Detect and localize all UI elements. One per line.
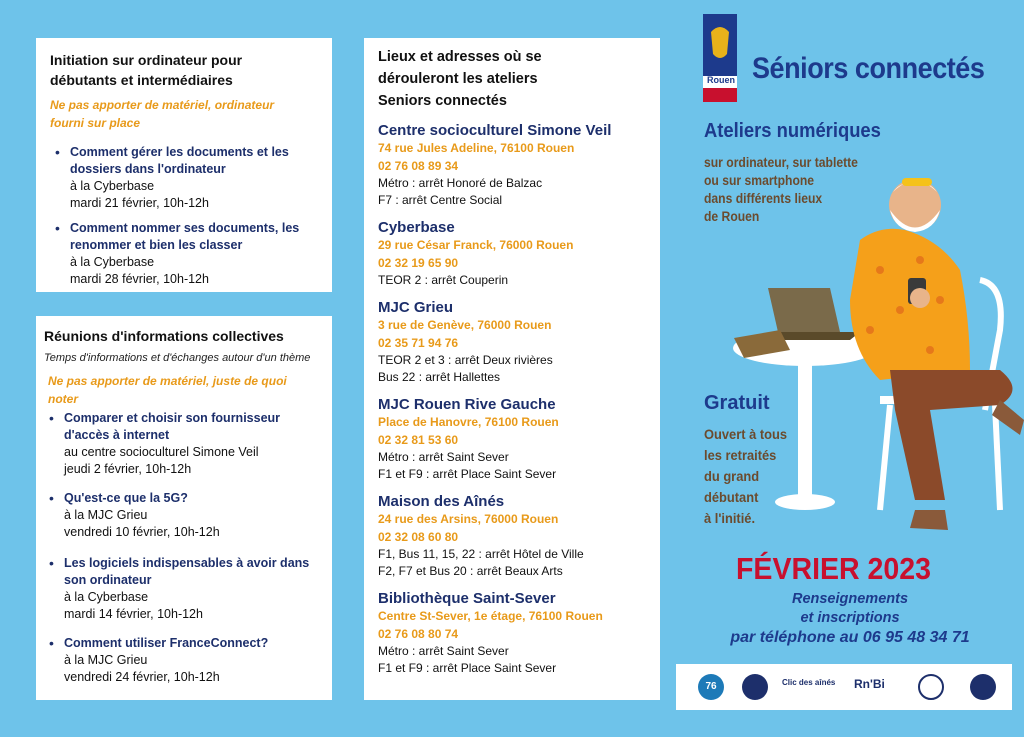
- item-title: • Qu'est-ce que la 5G?: [64, 491, 188, 505]
- title-line: Lieux et adresses où se: [378, 49, 542, 65]
- panel-note: [44, 372, 324, 408]
- gratuit-label: Gratuit: [704, 392, 770, 414]
- location-name: MJC Rouen Rive Gauche: [378, 396, 556, 413]
- item-title: • Comment gérer les documents et les: [70, 145, 289, 159]
- item-place: à la Cyberbase: [70, 255, 155, 269]
- partner-logo-icon: [970, 674, 996, 700]
- location-block: [378, 122, 646, 209]
- desc-line: de Rouen: [704, 209, 760, 224]
- ouvert-line: du grand: [704, 468, 760, 484]
- workshop-list: [50, 144, 318, 288]
- location-block: [378, 299, 646, 386]
- list-item: [50, 144, 318, 212]
- cover-date: FÉVRIER 2023: [736, 551, 931, 586]
- item-date: mardi 28 février, 10h-12h: [70, 272, 209, 286]
- location-transport: F1 et F9 : arrêt Place Saint Sever: [378, 661, 557, 675]
- info-text: [700, 590, 1000, 647]
- info-line: et inscriptions: [800, 610, 900, 626]
- item-date: jeudi 2 février, 10h-12h: [64, 462, 192, 476]
- desc-line: dans différents lieux: [704, 191, 823, 206]
- location-address: Place de Hanovre, 76100 Rouen: [378, 415, 559, 429]
- mjc-logo-icon: [918, 674, 944, 700]
- panel-title: [50, 50, 318, 90]
- title-line: Seniors connectés: [378, 93, 507, 109]
- location-phone: 02 32 08 60 80: [378, 530, 459, 544]
- location-phone: 02 76 08 89 34: [378, 159, 459, 173]
- location-block: [378, 493, 646, 580]
- item-title: dossiers dans l'ordinateur: [70, 162, 226, 176]
- panel-lieux: [364, 38, 660, 700]
- location-transport: F1, Bus 11, 15, 22 : arrêt Hôtel de Ville: [378, 547, 584, 561]
- location-transport: TEOR 2 et 3 : arrêt Deux rivières: [378, 353, 553, 367]
- partner-logo-icon: [742, 674, 768, 700]
- location-address: 3 rue de Genève, 76000 Rouen: [378, 318, 552, 332]
- location-transport: Bus 22 : arrêt Hallettes: [378, 370, 501, 384]
- location-block: [378, 396, 646, 483]
- panel-reunions: [36, 316, 332, 700]
- ouvert-line: à l'initié.: [704, 510, 756, 526]
- location-address: Centre St-Sever, 1e étage, 76100 Rouen: [378, 609, 603, 623]
- ouvert-text: [704, 424, 796, 529]
- item-place: à la Cyberbase: [70, 179, 155, 193]
- location-phone: 02 76 08 80 74: [378, 627, 459, 641]
- title-line: dérouleront les ateliers: [378, 71, 538, 87]
- item-date: mardi 21 février, 10h-12h: [70, 196, 209, 210]
- panel-note: [50, 96, 318, 132]
- location-name: Maison des Aînés: [378, 493, 505, 510]
- panel-title: [378, 46, 646, 112]
- item-date: mardi 14 février, 10h-12h: [64, 607, 203, 621]
- location-block: [378, 590, 646, 677]
- location-phone: 02 32 81 53 60: [378, 433, 459, 447]
- item-title: • Les logiciels indispensables à avoir dans: [64, 556, 310, 570]
- item-title: d'accès à internet: [64, 428, 170, 442]
- note-line: noter: [48, 392, 78, 406]
- note-line: Ne pas apporter de matériel, juste de quoi: [48, 374, 287, 388]
- note-line: Ne pas apporter de matériel, ordinateur: [50, 98, 275, 112]
- title-line: Initiation sur ordinateur pour: [50, 52, 243, 68]
- rnbi-logo-icon: Rn'Bi: [854, 677, 885, 691]
- item-place: au centre socioculturel Simone Veil: [64, 445, 259, 459]
- item-place: à la MJC Grieu: [64, 653, 148, 667]
- note-line: fourni sur place: [50, 116, 141, 130]
- panel-title: Réunions d'informations collectives: [44, 328, 284, 344]
- partner-logos-bar: [676, 664, 1012, 710]
- location-transport: Métro : arrêt Saint Sever: [378, 450, 509, 464]
- location-address: 74 rue Jules Adeline, 76100 Rouen: [378, 141, 575, 155]
- item-place: à la MJC Grieu: [64, 508, 148, 522]
- location-address: 24 rue des Arsins, 76000 Rouen: [378, 512, 559, 526]
- location-transport: F1 et F9 : arrêt Place Saint Sever: [378, 467, 557, 481]
- ouvert-line: débutant: [704, 489, 759, 505]
- ouvert-line: les retraités: [704, 447, 777, 463]
- ouvert-line: Ouvert à tous: [704, 426, 788, 442]
- item-title: • Comparer et choisir son fournisseur: [64, 411, 281, 425]
- desc-line: sur ordinateur, sur tablette: [704, 155, 858, 170]
- location-transport: Métro : arrêt Honoré de Balzac: [378, 176, 543, 190]
- cover-subtitle: Ateliers numériques: [704, 120, 881, 142]
- clic-des-aines-logo-icon: Clic des aînés: [782, 678, 836, 687]
- item-title: • Comment nommer ses documents, les: [70, 221, 300, 235]
- list-item: [44, 490, 324, 541]
- desc-line: ou sur smartphone: [704, 173, 815, 188]
- info-phone: par téléphone au 06 95 48 34 71: [730, 629, 970, 646]
- location-name: Cyberbase: [378, 219, 455, 236]
- item-title: renommer et bien les classer: [70, 238, 243, 252]
- crest-label: Rouen: [707, 75, 735, 85]
- location-block: [378, 219, 646, 289]
- location-transport: F2, F7 et Bus 20 : arrêt Beaux Arts: [378, 564, 563, 578]
- item-date: vendredi 24 février, 10h-12h: [64, 670, 220, 684]
- item-date: vendredi 10 février, 10h-12h: [64, 525, 220, 539]
- location-transport: Métro : arrêt Saint Sever: [378, 644, 509, 658]
- workshop-list: [44, 410, 324, 686]
- info-line: Renseignements: [791, 591, 909, 607]
- item-title: son ordinateur: [64, 573, 152, 587]
- panel-initiation-ordinateur: [36, 38, 332, 292]
- location-phone: 02 35 71 94 76: [378, 336, 459, 350]
- item-place: à la Cyberbase: [64, 590, 149, 604]
- list-item: [44, 410, 324, 478]
- location-address: 29 rue César Franck, 76000 Rouen: [378, 238, 574, 252]
- seine-maritime-logo-icon: 76: [698, 674, 724, 700]
- list-item: [44, 555, 324, 623]
- cover-title: Séniors connectés: [752, 52, 985, 85]
- location-transport: F7 : arrêt Centre Social: [378, 193, 503, 207]
- location-name: Centre socioculturel Simone Veil: [378, 122, 612, 139]
- list-item: [44, 635, 324, 686]
- location-name: Bibliothèque Saint-Sever: [378, 590, 556, 607]
- rouen-crest-icon: [703, 14, 737, 102]
- panel-subtitle: Temps d'informations et d'échanges autour d'un thème: [44, 352, 311, 364]
- title-line: débutants et intermédiaires: [50, 72, 233, 88]
- list-item: [50, 220, 318, 288]
- location-name: MJC Grieu: [378, 299, 454, 316]
- item-title: • Comment utiliser FranceConnect?: [64, 636, 269, 650]
- location-phone: 02 32 19 65 90: [378, 256, 459, 270]
- location-transport: TEOR 2 : arrêt Couperin: [378, 273, 509, 287]
